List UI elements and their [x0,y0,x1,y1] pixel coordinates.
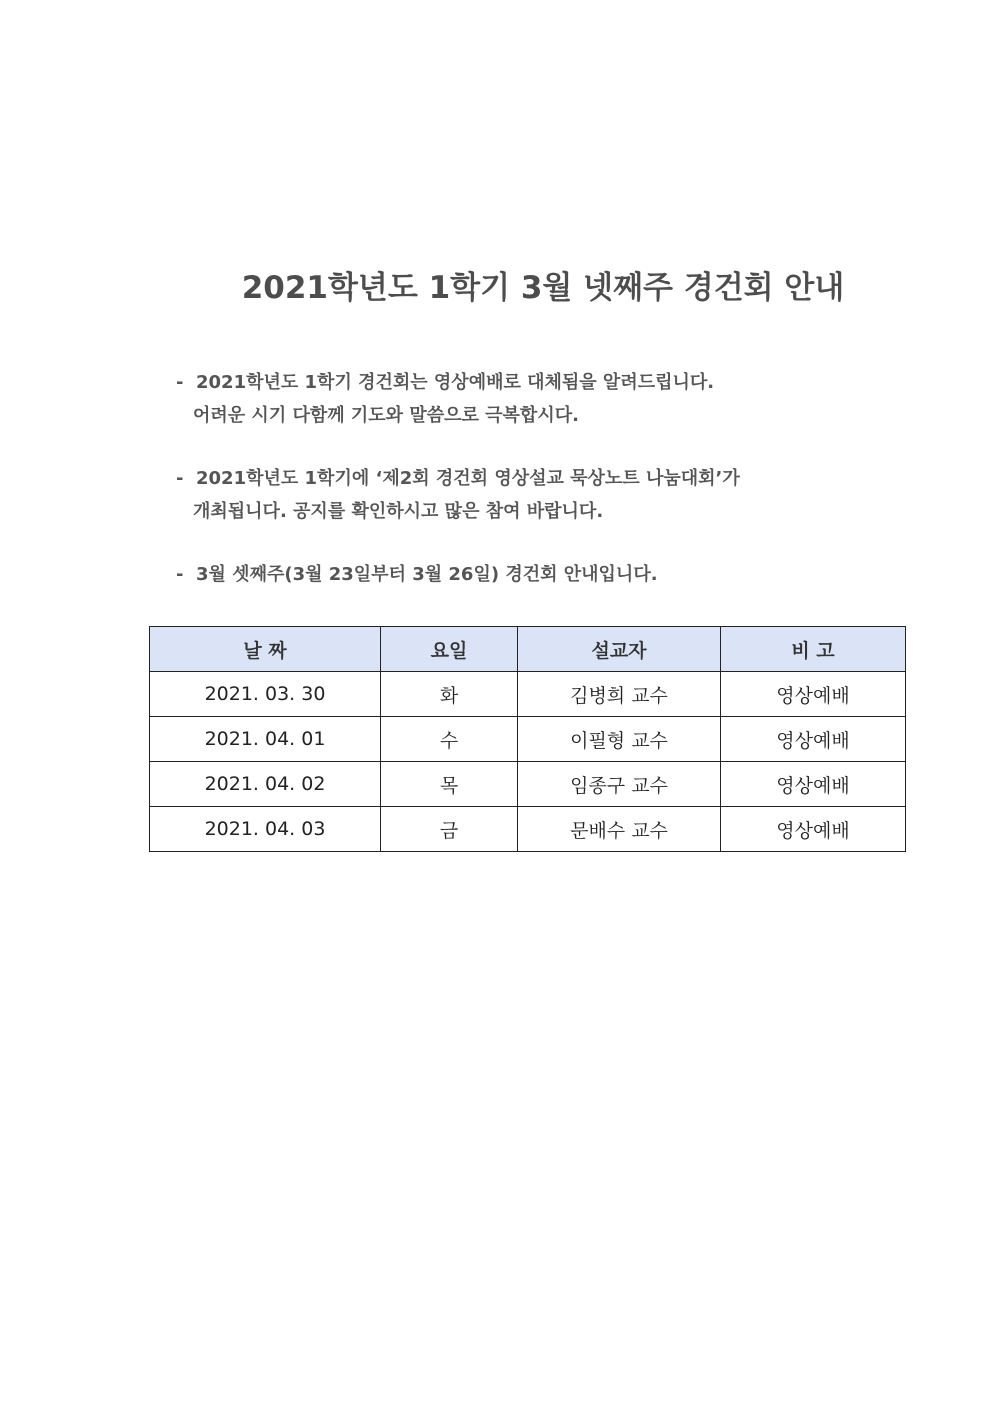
cell-note: 영상예배 [721,807,906,852]
table-row [150,762,906,807]
cell-preacher: 문배수 교수 [518,807,721,852]
cell-preacher: 이필형 교수 [518,717,721,762]
table-row [150,717,906,762]
cell-date: 2021. 04. 03 [150,807,381,852]
cell-day: 수 [381,717,518,762]
cell-date: 2021. 03. 30 [150,672,381,717]
cell-note: 영상예배 [721,717,906,762]
cell-date: 2021. 04. 02 [150,762,381,807]
page-title: 2021학년도 1학기 3월 넷째주 경건회 안내 [241,270,845,306]
notice-2 [176,462,936,528]
cell-note: 영상예배 [721,762,906,807]
notice-2-line-1 [176,462,936,495]
table-row [150,672,906,717]
cell-day: 목 [381,762,518,807]
notice-3-text-1: 3월 셋째주(3월 23일부터 3월 26일) 경건회 안내입니다. [196,564,658,585]
table-row [150,807,906,852]
notice-2-line-2: 개최됩니다. 공지를 확인하시고 많은 참여 바랍니다. [193,501,604,522]
cell-preacher: 김병희 교수 [518,672,721,717]
notice-3 [176,558,936,591]
bullet-dash: - [176,468,184,489]
bullet-dash: - [176,372,184,393]
header-date: 날 짜 [150,627,381,672]
cell-note: 영상예배 [721,672,906,717]
schedule-table [149,626,906,852]
notice-1-text-1: 2021학년도 1학기 경건회는 영상예배로 대체됨을 알려드립니다. [196,372,715,393]
notice-1-line-1 [176,366,936,399]
cell-day: 화 [381,672,518,717]
header-note: 비 고 [721,627,906,672]
cell-date: 2021. 04. 01 [150,717,381,762]
cell-preacher: 임종구 교수 [518,762,721,807]
table-header-row [150,627,906,672]
bullet-dash: - [176,564,184,585]
cell-day: 금 [381,807,518,852]
header-preacher: 설교자 [518,627,721,672]
header-day: 요일 [381,627,518,672]
notice-3-line-1 [176,558,936,591]
notice-2-text-1: 2021학년도 1학기에 ‘제2회 경건회 영상설교 묵상노트 나눔대회’가 [196,468,740,489]
notice-1 [176,366,936,432]
notice-1-line-2: 어려운 시기 다함께 기도와 말씀으로 극복합시다. [193,405,579,426]
